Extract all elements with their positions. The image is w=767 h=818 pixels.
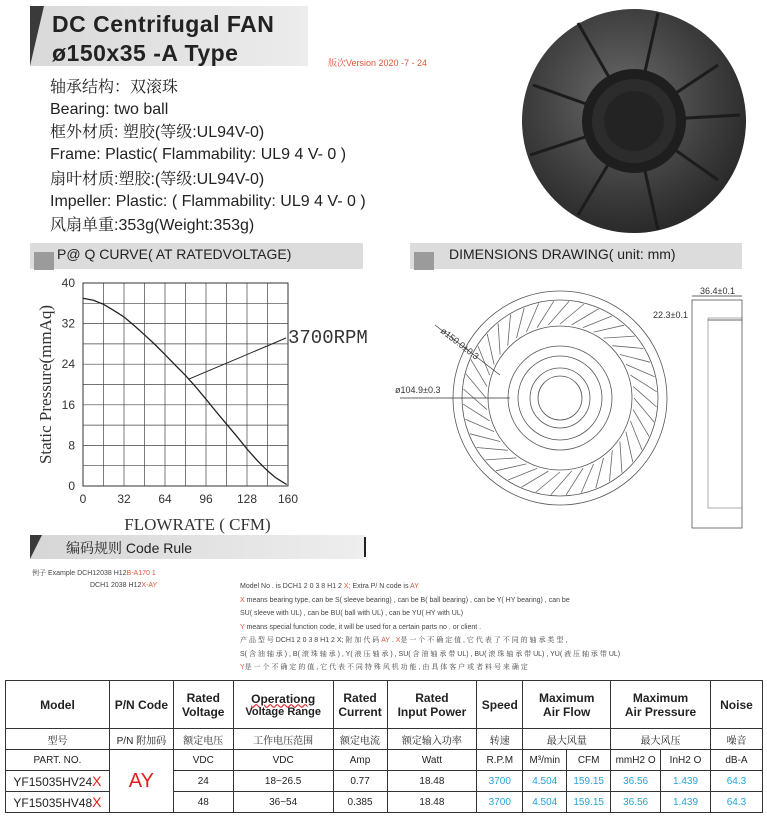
unit-cfm: CFM [567,750,611,771]
impeller-blade [630,421,642,450]
dimensions-section-title: DIMENSIONS DRAWING( unit: mm) [449,246,676,262]
row-2-op: 36~54 [233,792,333,813]
impeller-blade [517,308,525,338]
y-tick-label: 40 [61,276,75,290]
x-tick-label: 128 [236,492,258,506]
code-example-2: DCH1 2038 H12X-AY [90,582,158,589]
y-tick-label: 24 [61,357,75,372]
y-tick-label: 0 [68,479,75,493]
unit-m3: M³/min [523,750,567,771]
row-1-voltage: 24 [173,771,233,792]
cn-pn: P/N 附加码 [109,729,173,750]
code-rule-line: 产 品 型 号 DCH1 2 0 3 8 H1 2 X; 附 加 代 码 AY . X是 一 个 不 确 定 值 , 它 代 表 了 不 同 的 轴 承 类 型 , [240,637,568,644]
page-title [52,10,274,68]
header-voltage: Rated Voltage [173,681,233,729]
outer-diameter-label: ø150.0±0.3 [438,325,481,362]
width-dimension-1: 36.4±0.1 [700,286,735,296]
impeller-blade [566,468,583,494]
impeller-blade [477,448,508,451]
header-airflow: Maximum Air Flow [523,681,611,729]
impeller-blade [487,334,494,365]
impeller-blade [498,323,500,354]
code-rule-title: 编码规则 Code Rule [66,540,193,556]
unit-power: Watt [387,750,477,771]
row-1-model: YF15035HV24X [6,771,110,792]
row-2-noise: 64.3 [710,792,762,813]
row-1-noise: 64.3 [710,771,762,792]
impeller-blade [630,375,656,392]
unit-operating: VDC [233,750,333,771]
spec-frame-en: Frame: Plastic( Flammability: UL9 4 V- 0 ) [50,146,347,163]
code-rule-line: Y means special function code, it will be used for a certain parts no . or client . [240,623,482,631]
unit-voltage: VDC [173,750,233,771]
row-2-inh2o: 1.439 [661,792,711,813]
inner-diameter-label: ø104.9±0.3 [395,385,441,395]
row-1-m3: 4.504 [523,771,567,792]
unit-mmh2o: mmH2 O [611,750,661,771]
x-tick-label: 160 [277,492,299,506]
title-line-2: ø150x35 -A Type [52,40,239,66]
y-tick-label: 8 [68,438,75,453]
impeller-blade [594,325,625,332]
header-operating: Operationg Voltage Range [233,681,333,729]
row-2-m3: 4.504 [523,792,567,813]
rpm-annotation: 3700RPM [288,327,368,349]
impeller-blade [581,464,593,493]
row-1-speed: 3700 [477,771,523,792]
table-cn-row [6,729,763,750]
impeller-blade [496,464,527,471]
y-tick-label: 32 [61,316,75,331]
row-1-current: 0.77 [333,771,387,792]
cn-operating: 工作电压范围 [233,729,333,750]
table-unit-row [6,750,763,771]
header-speed: Speed [477,681,523,729]
pq-chart [30,272,400,534]
row-1-power: 18.48 [387,771,477,792]
row-1-cfm: 159.15 [567,771,611,792]
spec-bearing-en: Bearing: two ball [50,101,169,118]
dimension-drawing [395,280,765,540]
spec-impeller-en: Impeller: Plastic: ( Flammability: UL9 4 V- 0 ) [50,193,366,210]
spec-impeller-cn: 扇叶材质:塑胶:(等级:UL94V-0) [50,171,265,188]
cn-noise: 噪音 [710,729,762,750]
impeller-blade [526,303,538,332]
x-axis-label: FLOWRATE ( CFM) [124,515,271,534]
pq-section-marker [34,252,54,270]
header-pn: P/N Code [109,681,173,729]
impeller-blade [612,346,643,349]
code-rule-line: S( 含 油 轴 承 ) , B( 滚 珠 轴 承 ) , Y( 液 压 轴 承 ) , SU( 含 油 轴 承 带 UL) , BU( 滚 珠 轴 承 带 UL) , YU( 液 压 轴 承 带 UL) [240,650,621,658]
unit-speed: R.P.M [477,750,523,771]
impeller-blade [537,301,554,327]
y-axis-label: Static Pressure(mmAq) [36,304,55,465]
cn-model: 型号 [6,729,110,750]
x-tick-label: 96 [199,492,213,506]
code-rule-line: Y是 一 个 不 确 定 的 值 , 它 代 表 不 同 特 殊 风 机 功 能 , 由 具 体 客 户 或 者 料 号 来 确 定 [240,664,528,671]
x-tick-label: 64 [158,492,172,506]
code-rule-line: X means bearing type, can be S( sleeve bearing) , can be B( ball bearing) , can be Y( HY bearing) , can be [240,596,570,604]
table-header-row [6,681,763,729]
pq-section-title: P@ Q CURVE( AT RATEDVOLTAGE) [57,246,292,262]
fan-photo [518,5,750,237]
row-2-model: YF15035HV48X [6,792,110,813]
unit-current: Amp [333,750,387,771]
pq-curve-line [83,298,287,484]
row-2-current: 0.385 [333,792,387,813]
row-2-speed: 3700 [477,792,523,813]
code-rule-notch [30,535,42,559]
impeller-blade [626,364,655,376]
cn-current: 额定电流 [333,729,387,750]
row-1-mmh2o: 36.56 [611,771,661,792]
header-model: Model [6,681,110,729]
impeller-blade [620,442,622,473]
header-noise: Noise [710,681,762,729]
cn-airflow: 最大风量 [523,729,611,750]
spec-bearing-cn: 轴承结构：双滚珠 [50,79,179,96]
code-example-1: 例子 Example DCH12038 H12B-A170 1 [32,570,156,577]
cn-voltage: 额定电压 [173,729,233,750]
impeller-blade [485,458,516,460]
row-1-op: 18~26.5 [233,771,333,792]
impeller-blade [463,404,489,421]
width-dimension-2: 22.3±0.1 [653,310,688,320]
title-banner-notch [30,6,44,66]
row-2-power: 18.48 [387,792,477,813]
row-2-mmh2o: 36.56 [611,792,661,813]
impeller-blade [508,315,511,346]
title-line-1: DC Centrifugal FAN [52,11,275,37]
cn-pressure: 最大风压 [611,729,711,750]
impeller-blade [626,432,633,463]
pn-code-cell: AY [109,750,173,813]
y-tick-label: 16 [61,397,75,412]
x-tick-label: 32 [117,492,131,506]
code-rule-bar-end [364,537,366,557]
impeller-blade [610,450,613,481]
code-rule-line: SU( sleeve with UL) , can be BU( ball with UL) , can be YU( HY with UL) [240,610,464,617]
impeller-blade [465,419,494,431]
unit-noise: dB-A [710,750,762,771]
spec-weight: 风扇单重:353g(Weight:353g) [50,217,255,234]
header-power: Rated Input Power [387,681,477,729]
header-current: Rated Current [333,681,387,729]
code-rule-text [240,580,765,675]
spec-frame-cn: 框外材质: 塑胶(等级:UL94V-0) [50,124,265,141]
impeller-blade [620,355,650,363]
unit-inh2o: InH2 O [661,750,711,771]
header-pressure: Maximum Air Pressure [611,681,711,729]
unit-part-no: PART. NO. [6,750,110,771]
impeller-blade [604,336,635,338]
x-tick-label: 0 [79,492,87,506]
version-label: 版次Version 2020 -7 - 24 [328,58,428,68]
code-rule-line: Model No . is DCH1 2 0 3 8 H1 2 X; Extra P/ N code is AY [240,583,419,590]
impeller-blade [470,434,500,442]
impeller-blade [478,346,490,375]
impeller-blade [583,316,612,328]
cn-power: 额定输入功率 [387,729,477,750]
spec-table [5,680,763,813]
impeller-blade [596,458,604,488]
impeller-blade [508,468,537,480]
row-1-inh2o: 1.439 [661,771,711,792]
row-2-cfm: 159.15 [567,792,611,813]
row-2-voltage: 48 [173,792,233,813]
cn-speed: 转速 [477,729,523,750]
dimensions-section-marker [414,252,434,270]
